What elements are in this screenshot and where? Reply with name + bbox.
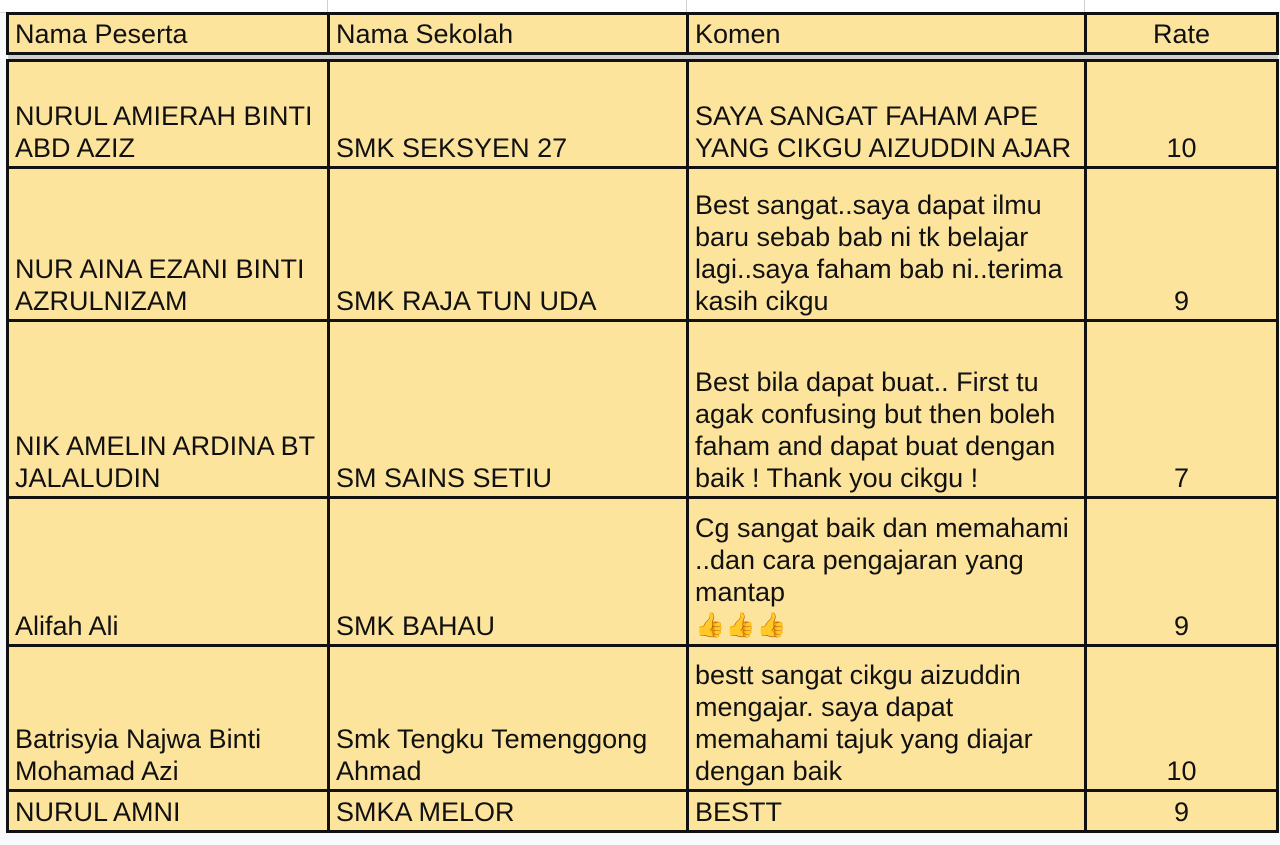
cell-comment[interactable]: BESTT [688,791,1086,832]
frozen-row-divider[interactable] [8,54,1278,61]
cell-name[interactable]: Batrisyia Najwa Binti Mohamad Azi [8,646,329,791]
cell-comment[interactable]: Best sangat..saya dapat ilmu baru sebab bab ni tk belajar lagi..saya faham bab ni..terima kasih cikgu [688,168,1086,321]
cell-school[interactable]: Smk Tengku Temenggong Ahmad [329,646,688,791]
cell-rate[interactable]: 7 [1086,321,1278,498]
gridline [686,0,687,12]
cell-name[interactable]: NURUL AMIERAH BINTI ABD AZIZ [8,61,329,168]
table-row [8,168,1278,321]
cell-name[interactable]: Alifah Ali [8,498,329,646]
thumbs-up-icon: 👍👍👍 [695,612,788,639]
gridline [1084,0,1085,12]
frozen-divider-bar[interactable] [8,54,1278,61]
cell-school[interactable]: SM SAINS SETIU [329,321,688,498]
header-cell-comment[interactable]: Komen [688,14,1086,54]
table-row [8,498,1278,646]
table-row [8,646,1278,791]
cell-name[interactable]: NIK AMELIN ARDINA BT JALALUDIN [8,321,329,498]
cell-rate[interactable]: 9 [1086,168,1278,321]
feedback-table [6,12,1279,833]
table-row [8,61,1278,168]
cell-school[interactable]: SMK RAJA TUN UDA [329,168,688,321]
table-row [8,791,1278,832]
header-cell-rate[interactable]: Rate [1086,14,1278,54]
cell-comment[interactable]: Best bila dapat buat.. First tu agak confusing but then boleh faham and dapat buat dengan baik ! Thank you cikgu ! [688,321,1086,498]
cell-name[interactable]: NURUL AMNI [8,791,329,832]
cell-comment[interactable]: SAYA SANGAT FAHAM APE YANG CIKGU AIZUDDIN AJAR [688,61,1086,168]
cell-comment[interactable]: bestt sangat cikgu aizuddin mengajar. saya dapat memahami tajuk yang diajar dengan baik [688,646,1086,791]
cell-school[interactable]: SMK SEKSYEN 27 [329,61,688,168]
cell-rate[interactable]: 10 [1086,646,1278,791]
cell-comment[interactable] [688,498,1086,646]
cell-rate[interactable]: 9 [1086,791,1278,832]
cell-rate[interactable]: 9 [1086,498,1278,646]
table-row [8,321,1278,498]
header-cell-school[interactable]: Nama Sekolah [329,14,688,54]
gridline [327,0,328,12]
header-cell-name[interactable]: Nama Peserta [8,14,329,54]
cell-name[interactable]: NUR AINA EZANI BINTI AZRULNIZAM [8,168,329,321]
header-row [8,14,1278,54]
cell-rate[interactable]: 10 [1086,61,1278,168]
cell-school[interactable]: SMK BAHAU [329,498,688,646]
cell-school[interactable]: SMKA MELOR [329,791,688,832]
comment-text: Cg sangat baik dan memahami ..dan cara pengajaran yang mantap [695,513,1069,607]
